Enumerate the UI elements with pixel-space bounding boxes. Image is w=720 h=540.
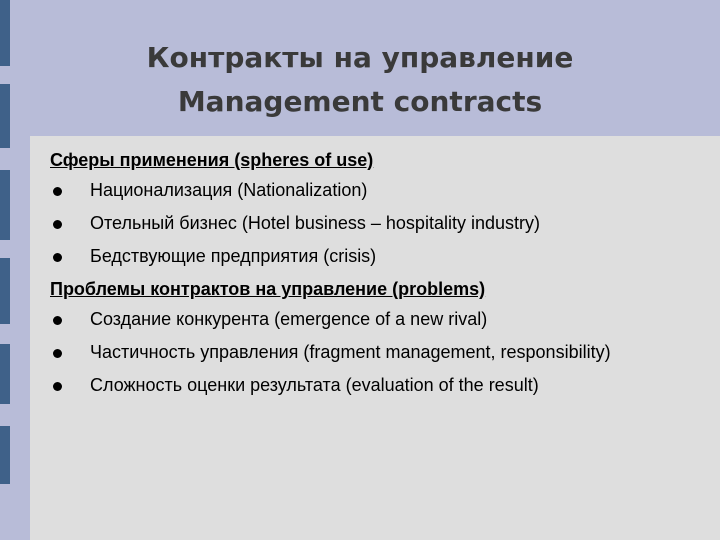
list-item	[50, 371, 710, 400]
bullet-icon	[53, 253, 62, 262]
bullet-icon	[53, 187, 62, 196]
title-line-english: Management contracts	[177, 85, 543, 118]
accent-bar	[0, 426, 10, 484]
list-item	[50, 242, 710, 271]
section-heading: Проблемы контрактов на управление (problems)	[50, 279, 486, 299]
list-item-text: Частичность управления (fragment management, responsibility)	[90, 342, 611, 362]
accent-bar	[0, 0, 10, 66]
list-item-text: Бедствующие предприятия (crisis)	[90, 246, 377, 266]
section-problems	[50, 275, 710, 400]
list-item-text: Сложность оценки результата (evaluation of the result)	[90, 375, 539, 395]
section-spheres	[50, 146, 710, 271]
list-item-text: Отельный бизнес (Hotel business – hospitality industry)	[90, 213, 540, 233]
section-heading: Сферы применения (spheres of use)	[50, 150, 374, 170]
accent-bar	[0, 344, 10, 404]
bullet-icon	[53, 349, 62, 358]
list-item	[50, 176, 710, 205]
content-panel	[30, 136, 720, 540]
content-body	[50, 146, 710, 404]
list-item	[50, 209, 710, 238]
bullet-icon	[53, 382, 62, 391]
list-item-text: Национализация (Nationalization)	[90, 180, 368, 200]
accent-bar	[0, 258, 10, 324]
title-line-russian: Контракты на управление	[146, 41, 574, 74]
accent-bar	[0, 84, 10, 148]
bullet-icon	[53, 220, 62, 229]
list-item-text: Создание конкурента (emergence of a new rival)	[90, 309, 488, 329]
list-item	[50, 305, 710, 334]
list-item	[50, 338, 710, 367]
slide-title	[30, 36, 690, 124]
accent-bar	[0, 170, 10, 240]
bullet-icon	[53, 316, 62, 325]
